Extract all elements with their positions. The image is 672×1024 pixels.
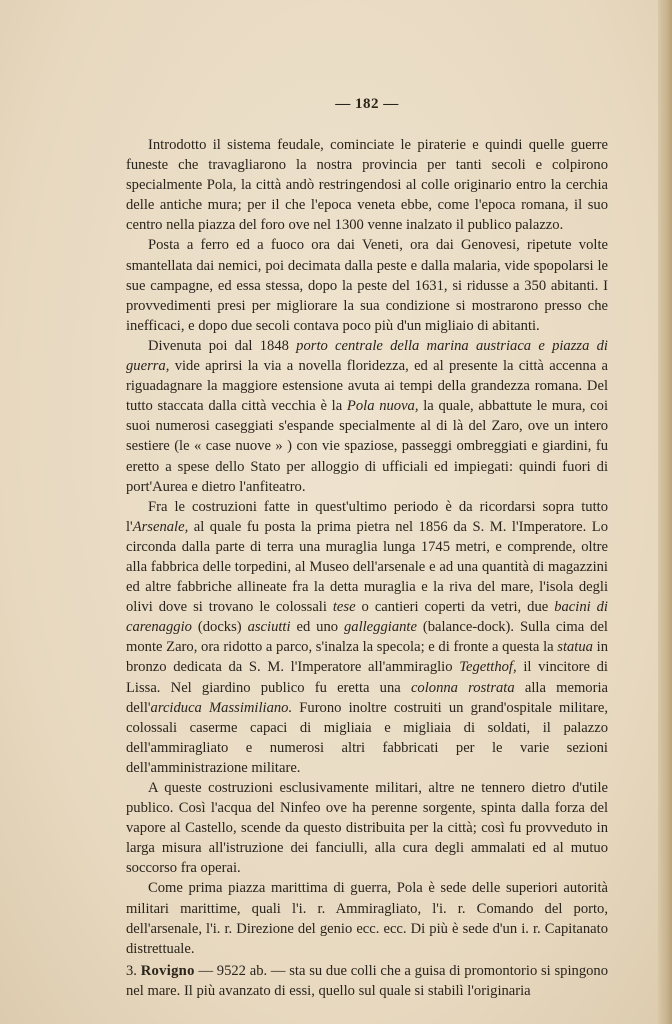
text-run: (balance-dock). Sulla cima del monte Zaro, ora ridotto a parco, s'inalza la specola; e di fronte a questa la [126, 619, 608, 656]
page-edge [658, 0, 672, 1024]
text-run: Furono inoltre costruiti un grand'ospitale militare, colossali caserme capaci di migliaia e migliaia di soldati, il palazzo dell'ammiragliato e numerosi altri fabbricati per le varie sezioni dell'amministrazione militare. [126, 699, 609, 776]
text-run: o cantieri coperti da vetri, due [355, 599, 555, 616]
text-run: ed uno [290, 619, 344, 636]
text-run: (docks) [191, 619, 248, 636]
book-page [126, 96, 608, 1001]
paragraph [126, 336, 608, 497]
italic-text: galleggiante [343, 619, 417, 636]
italic-text: Pola nuova, [346, 398, 419, 415]
text-run: in bronzo dedicata da S. M. l'Imperatore all'ammiraglio [126, 639, 608, 676]
body-text [126, 135, 608, 1001]
italic-text: asciutti [247, 619, 291, 636]
italic-text: arciduca Massimiliano. [150, 699, 293, 716]
italic-text: Tegetthof, [459, 659, 517, 676]
paragraph [126, 497, 608, 778]
entry-text: — 9522 ab. — sta su due colli che a guisa di promontorio si spingono nel mare. Il più avanzato di essi, quello sul quale si stabilì l'originaria [126, 962, 608, 999]
paragraph [126, 235, 608, 335]
entry-title: Rovigno [140, 962, 195, 979]
paragraph [126, 878, 608, 958]
text-run: Divenuta poi dal 1848 [148, 337, 297, 354]
text-run: alla memoria dell' [126, 679, 608, 716]
italic-text: statua [557, 639, 593, 656]
italic-text: porto centrale della marina austriaca e piazza di guerra, [126, 337, 608, 375]
text-run: Fra le costruzioni fatte in quest'ultimo periodo è da ricordarsi sopra tutto l' [126, 498, 608, 535]
text-run: al quale fu posta la prima pietra nel 1856 da S. M. l'Imperatore. Lo circonda dalla parte di terra una muraglia lunga 1745 metri, e comprende, oltre alla fabbrica delle torpedini, al Museo dell'arsenale e ad una quantità di magazzini ed altre fabbriche allineate fra la detta muraglia e la riva del mare, l'isola degli olivi dove si trovano le colossali [126, 518, 608, 616]
entry-paragraph [126, 961, 608, 1001]
italic-text: colonna rostrata [410, 679, 515, 696]
text-run: Posta a ferro ed a fuoco ora dai Veneti, ora dai Genovesi, ripetute volte smantellata dai nemici, poi decimata dalla peste e dalla malaria, vide spopolarsi le sue campagne, ed essa stessa, dopo la peste del 1631, si ridusse a 350 abitanti. I provvedimenti presi per migliorare la sua condizione si mostrarono presso che inefficaci, e dopo due secoli contava poco più d'un migliaio di abitanti. [126, 237, 608, 334]
paragraph [126, 778, 608, 878]
text-run: Introdotto il sistema feudale, cominciate le piraterie e quindi quelle guerre funeste che travagliarono la nostra provincia per tanti secoli e colpirono specialmente Pola, la città andò restringendosi al colle originario entro la cerchia delle antiche mura; per il che l'epoca veneta ebbe, come l'epoca romana, il suo centro nella piazza del foro ove nel 1300 venne inalzato il publico palazzo. [126, 137, 608, 234]
text-run: Come prima piazza marittima di guerra, Pola è sede delle superiori autorità militari marittime, quali l'i. r. Ammiragliato, l'i. r. Comando del porto, dell'arsenale, l'i. r. Direzione del genio ecc. ecc. Di più è sede d'un i. r. Capitanato distrettuale. [126, 880, 608, 957]
italic-text: Arsenale, [132, 518, 189, 535]
italic-text: tese [332, 599, 356, 616]
text-run: A queste costruzioni esclusivamente militari, altre ne tennero dietro d'utile publico. Così l'acqua del Ninfeo ove ha perenne sorgente, spinta dalla forza del vapore al Castello, scende da questo distribuita per la città; così fu provveduto in larga misura all'istruzione dei fanciulli, alla cura degli ammalati ed al mutuo soccorso fra operai. [126, 780, 608, 877]
text-run: vide aprirsi la via a novella floridezza, ed al presente la città accenna a riguadagnare la maggiore estensione avuta ai tempi della grandezza romana. Del tutto staccata dalla città vecchia è la [126, 358, 608, 415]
text-run: la quale, abbattute le mura, coi suoi numerosi caseggiati s'espande specialmente al di là del Zaro, ove un intero sestiere (le « case nuove » ) con vie spaziose, passeggi ombreggiati e giardini, fu eretto a spese dello Stato per alloggio di ufficiali ed impiegati: quindi fuori di port'Aurea e dietro l'anfiteatro. [126, 398, 609, 495]
italic-text: bacini di carenaggio [126, 599, 608, 636]
paragraph [126, 135, 608, 235]
entry-number: 3. [126, 962, 141, 979]
page-number: — 182 — [335, 96, 399, 112]
text-run: il vincitore di Lissa. Nel giardino publico fu eretta una [126, 659, 608, 696]
